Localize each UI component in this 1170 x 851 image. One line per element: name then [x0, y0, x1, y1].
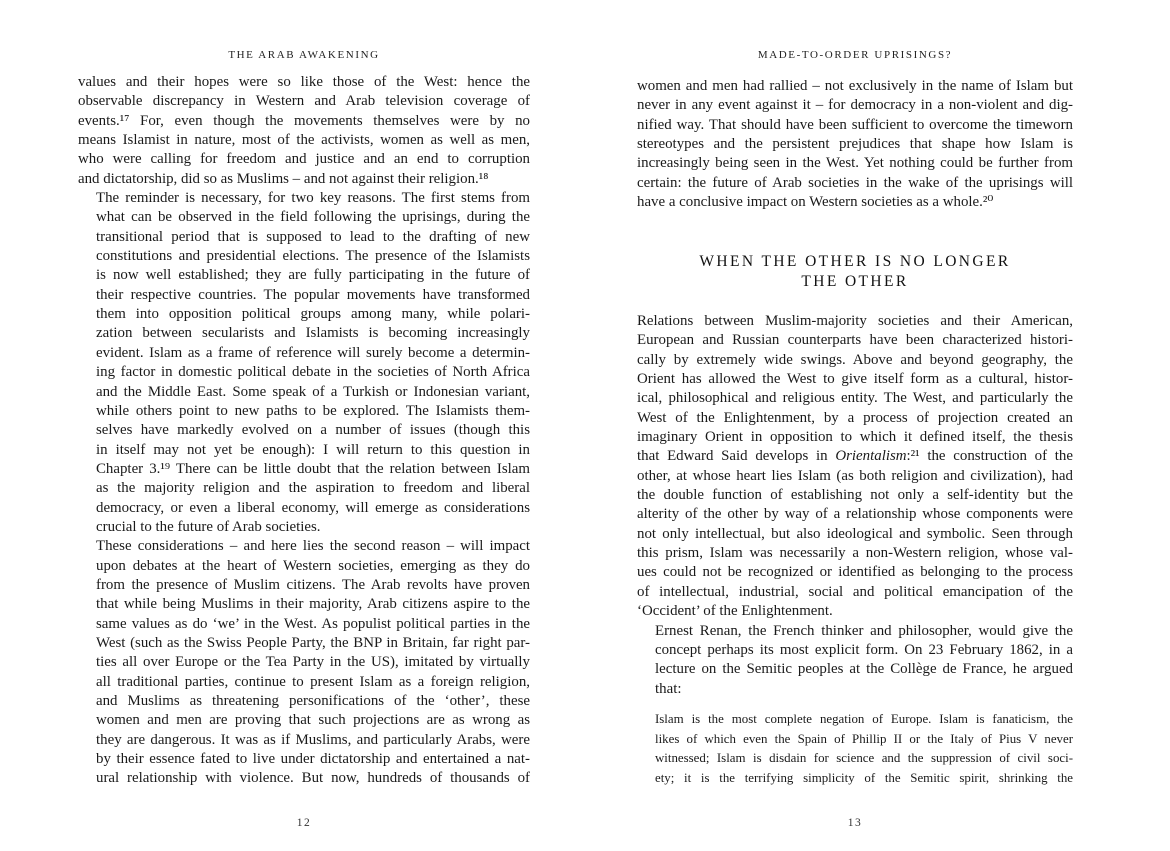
text-line: evident. Islam as a frame of reference will surely become a determin- — [96, 344, 530, 361]
paragraph — [637, 312, 1073, 622]
text-line: imaginary Orient in opposition to which it defined itself, the thesis — [637, 429, 1073, 446]
text-line: never in any event against it – for democracy in a non-violent and dig- — [637, 97, 1073, 114]
text-line: crucial to the future of Arab societies. — [96, 518, 321, 535]
running-head-right: MADE-TO-ORDER UPRISINGS? — [757, 49, 953, 61]
quote-line: likes of which even the Spain of Phillip II or the Italy of Pius V never — [655, 731, 1073, 746]
text-line: not only intellectual, but also ideological and symbolic. Seen through — [637, 525, 1073, 542]
text-line: Ernest Renan, the French thinker and philosopher, would give the — [655, 622, 1073, 639]
text-line: upon debates at the heart of Western societies, emerging as they do — [96, 557, 530, 574]
text-line: the double function of establishing not only a self-identity but the — [637, 487, 1073, 504]
text-line: Chapter 3.¹⁹ There can be little doubt that the relation between Islam — [96, 460, 530, 477]
text-line: nified way. That should have been sufficient to overcome the timeworn — [637, 116, 1073, 133]
text-line: in itself may not yet be enough): I will return to this question in — [96, 441, 530, 458]
text-line: increasingly being seen in the West. Yet nothing could be further from — [637, 155, 1073, 172]
text-line-orientalism: that Edward Said develops in Orientalism:²¹ the construction of the — [637, 448, 1073, 465]
text-line: European and Russian counterparts have been characterized histori- — [637, 332, 1073, 349]
page-number-right: 13 — [847, 817, 863, 829]
paragraph — [78, 189, 530, 537]
text-line: by their essence fated to live under dictatorship and entertained a nat- — [96, 751, 530, 768]
text-line: ing factor in domestic political debate in the societies of North Africa — [96, 364, 530, 381]
text-line: all traditional parties, continue to present Islam as a foreign religion, — [96, 673, 530, 690]
text-line: alterity of the other by way of a relationship whose components were — [637, 506, 1073, 523]
text-line: have a conclusive impact on Western societies as a whole.²⁰ — [637, 194, 994, 211]
text-line: ural relationship with violence. But now, hundreds of thousands of — [96, 770, 530, 787]
right-body-text — [637, 312, 1073, 699]
text-line: These considerations – and here lies the second reason – will impact — [96, 538, 530, 555]
block-quote — [655, 710, 1073, 788]
text-line: democracy, or even a liberal economy, will emerge as considerations — [96, 499, 530, 516]
text-line: means Islamist in nature, most of the activists, women as well as men, — [78, 132, 530, 149]
text-line: and the Middle East. Some speak of a Turkish or Indonesian variant, — [96, 383, 530, 400]
text-line: that: — [655, 680, 682, 697]
text-line: concept perhaps its most explicit form. On 23 February 1862, in a — [655, 641, 1073, 658]
quote-line: Islam is the most complete negation of Europe. Islam is fanaticism, the — [655, 712, 1073, 726]
section-heading-line: THE OTHER — [801, 272, 909, 290]
quote-line: witnessed; Islam is disdain for science and the suppression of civil soci- — [655, 751, 1073, 765]
text-line: stereotypes and the persistent prejudices that shape how Islam is — [637, 136, 1073, 153]
text-line: events.¹⁷ For, even though the movements themselves were by no — [78, 112, 530, 129]
text-line: their respective countries. The popular movements have transformed — [96, 286, 530, 303]
text-line: ‘Occident’ of the Enlightenment. — [637, 603, 833, 620]
text-line: lecture on the Semitic peoples at the Collège de France, he argued — [655, 661, 1073, 678]
text-line: as the majority religion and the aspiration to freedom and liberal — [96, 480, 530, 497]
paragraph — [637, 77, 1073, 212]
text-line: that while being Muslims in their majority, Arab citizens aspire to the — [96, 596, 530, 613]
text-line: zation between secularists and Islamists is becoming increasingly — [96, 325, 530, 342]
text-line: and dictatorship, did so as Muslims – and not against their religion.¹⁸ — [78, 170, 489, 187]
paragraph — [78, 537, 530, 788]
running-head-left: THE ARAB AWAKENING — [228, 49, 380, 61]
text-line: certain: the future of Arab societies in the wake of the uprisings will — [637, 174, 1073, 191]
text-line: this prism, Islam was necessarily a non-Western religion, whose val- — [637, 545, 1073, 562]
right-opening-text — [637, 77, 1073, 212]
text-line: women and men are proving that such projections are as wrong as — [96, 712, 530, 729]
page-number-left: 12 — [296, 817, 312, 829]
text-line: constitutions and presidential elections. The presence of the Islamists — [96, 248, 530, 265]
text-line: and Muslims as threatening personifications of the ‘other’, these — [96, 693, 530, 709]
section-heading — [637, 252, 1073, 291]
text-line: Relations between Muslim-majority societies and their American, — [637, 313, 1073, 329]
text-line: women and men had rallied – not exclusively in the name of Islam but — [637, 78, 1073, 94]
text-line: The reminder is necessary, for two key reasons. The first stems from — [96, 190, 530, 207]
text-line: other, at whose heart lies Islam (as both religion and civilization), had — [637, 467, 1073, 484]
text-line: from the presence of Muslim citizens. The Arab revolts have proven — [96, 576, 530, 593]
text-line: them into opposition political groups among many, while polari- — [96, 306, 530, 323]
text-line: selves have markedly evolved on a number of issues (though this — [96, 422, 530, 439]
text-line: what can be observed in the field following the uprisings, during the — [96, 209, 530, 226]
text-line: they are dangerous. It was as if Muslims, and particularly Arabs, were — [96, 731, 530, 748]
text-line: West (such as the Swiss People Party, the BNP in Britain, far right par- — [96, 634, 530, 651]
text-line: ical, philosophical and religious entity. The West, and particularly the — [637, 390, 1073, 407]
left-body-text — [78, 73, 530, 789]
text-line: cally by extremely wide swings. Above and beyond geography, the — [637, 351, 1073, 368]
paragraph — [78, 73, 530, 189]
text-line: observable discrepancy in Western and Arab television coverage of — [78, 93, 530, 110]
text-line: transitional period that is supposed to lead to the drafting of new — [96, 228, 530, 245]
text-line: of intellectual, industrial, social and political emancipation of the — [637, 583, 1073, 600]
text-line: ties all over Europe or the Tea Party in the US), imitated by virtually — [96, 654, 530, 671]
text-line: West of the Enlightenment, by a process of projection created an — [637, 409, 1073, 426]
text-line: values and their hopes were so like those of the West: hence the — [78, 74, 530, 90]
paragraph — [637, 622, 1073, 699]
text-line: who were calling for freedom and justice and an end to corruption — [78, 151, 530, 168]
text-line: while others point to new paths to be explored. The Islamists them- — [96, 402, 530, 419]
text-line: ues could not be recognized or identified as belonging to the process — [637, 564, 1073, 581]
text-line: same values as do ‘we’ in the West. As populist political parties in the — [96, 615, 530, 632]
quote-line: ety; it is the terrifying simplicity of the Semitic spirit, shrinking the — [655, 770, 1073, 785]
text-line: is now well established; they are fully participating in the future of — [96, 267, 530, 284]
right-page — [637, 0, 1073, 851]
text-line: Orient has allowed the West to give itself form as a cultural, histor- — [637, 371, 1073, 388]
left-page — [78, 0, 530, 851]
section-heading-line: WHEN THE OTHER IS NO LONGER — [699, 253, 1011, 270]
